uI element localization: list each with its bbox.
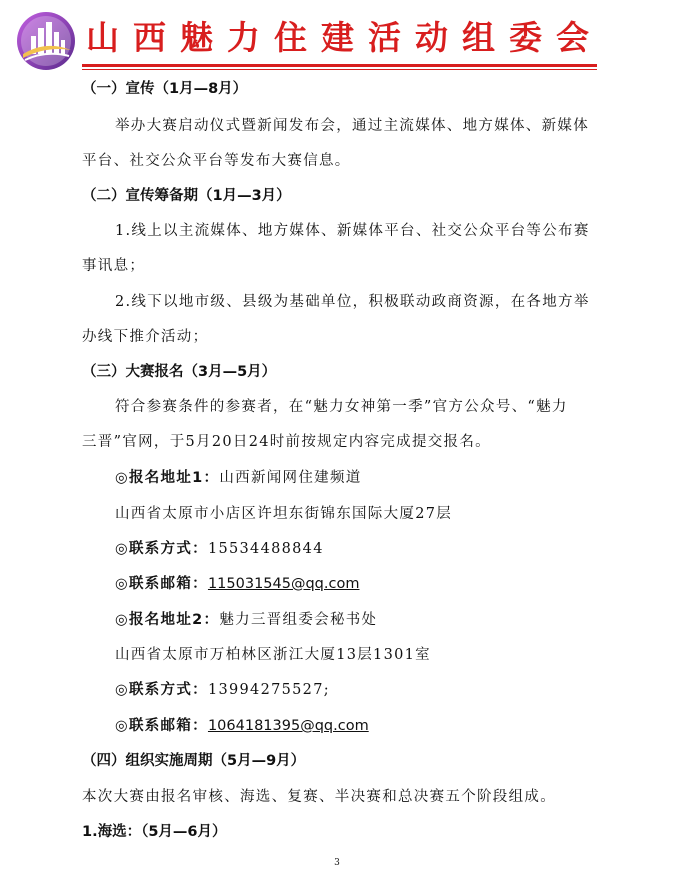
contact-2 <box>115 680 330 700</box>
section-title-publicity: （一）宣传（1月—8月） <box>82 81 248 97</box>
page-number: 3 <box>334 858 340 868</box>
paragraph-line: 2.线下以地市级、县级为基础单位，积极联动政商资源，在各地方举 <box>115 294 590 310</box>
registration-address-1 <box>115 468 362 488</box>
address-label: ◎报名地址1： <box>115 470 220 486</box>
phone-value: 15534488844 <box>207 541 324 557</box>
section-title-preparation: （二）宣传筹备期（1月—3月） <box>82 188 291 204</box>
paragraph-line: 三晋”官网，于5月20日24时前按规定内容完成提交报名。 <box>82 434 491 450</box>
paragraph-line: 1.线上以主流媒体、地方媒体、新媒体平台、社交公众平台等公布赛 <box>115 223 590 239</box>
paragraph-line: 符合参赛条件的参赛者，在“魅力女神第一季”官方公众号、“魅力 <box>115 399 568 415</box>
email-label: ◎联系邮箱： <box>115 576 208 592</box>
subsection-title-audition: 1.海选：（5月—6月） <box>82 824 227 840</box>
email-label: ◎联系邮箱： <box>115 718 208 734</box>
phone-value: 13994275527; <box>207 682 330 698</box>
email-2 <box>115 716 369 736</box>
email-link[interactable]: 115031545@qq.com <box>207 576 360 592</box>
org-title: 山西魅力住建活动组委会 <box>86 18 603 57</box>
paragraph-line: 事讯息； <box>82 258 146 274</box>
address-line: 山西省太原市小店区许坦东街锦东国际大厦27层 <box>115 506 453 522</box>
paragraph-line: 平台、社交公众平台等发布大赛信息。 <box>82 153 351 169</box>
paragraph-line: 办线下推介活动； <box>82 329 209 345</box>
registration-address-2 <box>115 610 377 630</box>
header-rule-thick <box>82 64 597 67</box>
address-value: 山西新闻网住建频道 <box>219 470 362 486</box>
contact-label: ◎联系方式： <box>115 682 208 698</box>
document-header <box>0 0 674 76</box>
contact-label: ◎联系方式： <box>115 541 208 557</box>
address-value: 魅力三晋组委会秘书处 <box>219 612 378 628</box>
section-title-implementation: （四）组织实施周期（5月—9月） <box>82 753 306 769</box>
email-link[interactable]: 1064181395@qq.com <box>207 718 369 734</box>
paragraph-line: 本次大赛由报名审核、海选、复赛、半决赛和总决赛五个阶段组成。 <box>82 789 556 805</box>
address-line: 山西省太原市万柏林区浙江大厦13层1301室 <box>115 647 431 663</box>
paragraph-line: 举办大赛启动仪式暨新闻发布会，通过主流媒体、地方媒体、新媒体 <box>115 118 589 134</box>
org-logo-icon <box>15 10 77 72</box>
email-1 <box>115 574 359 594</box>
section-title-registration: （三）大赛报名（3月—5月） <box>82 364 277 380</box>
header-rule-thin <box>82 69 597 70</box>
contact-1 <box>115 539 324 559</box>
address-label: ◎报名地址2： <box>115 612 220 628</box>
